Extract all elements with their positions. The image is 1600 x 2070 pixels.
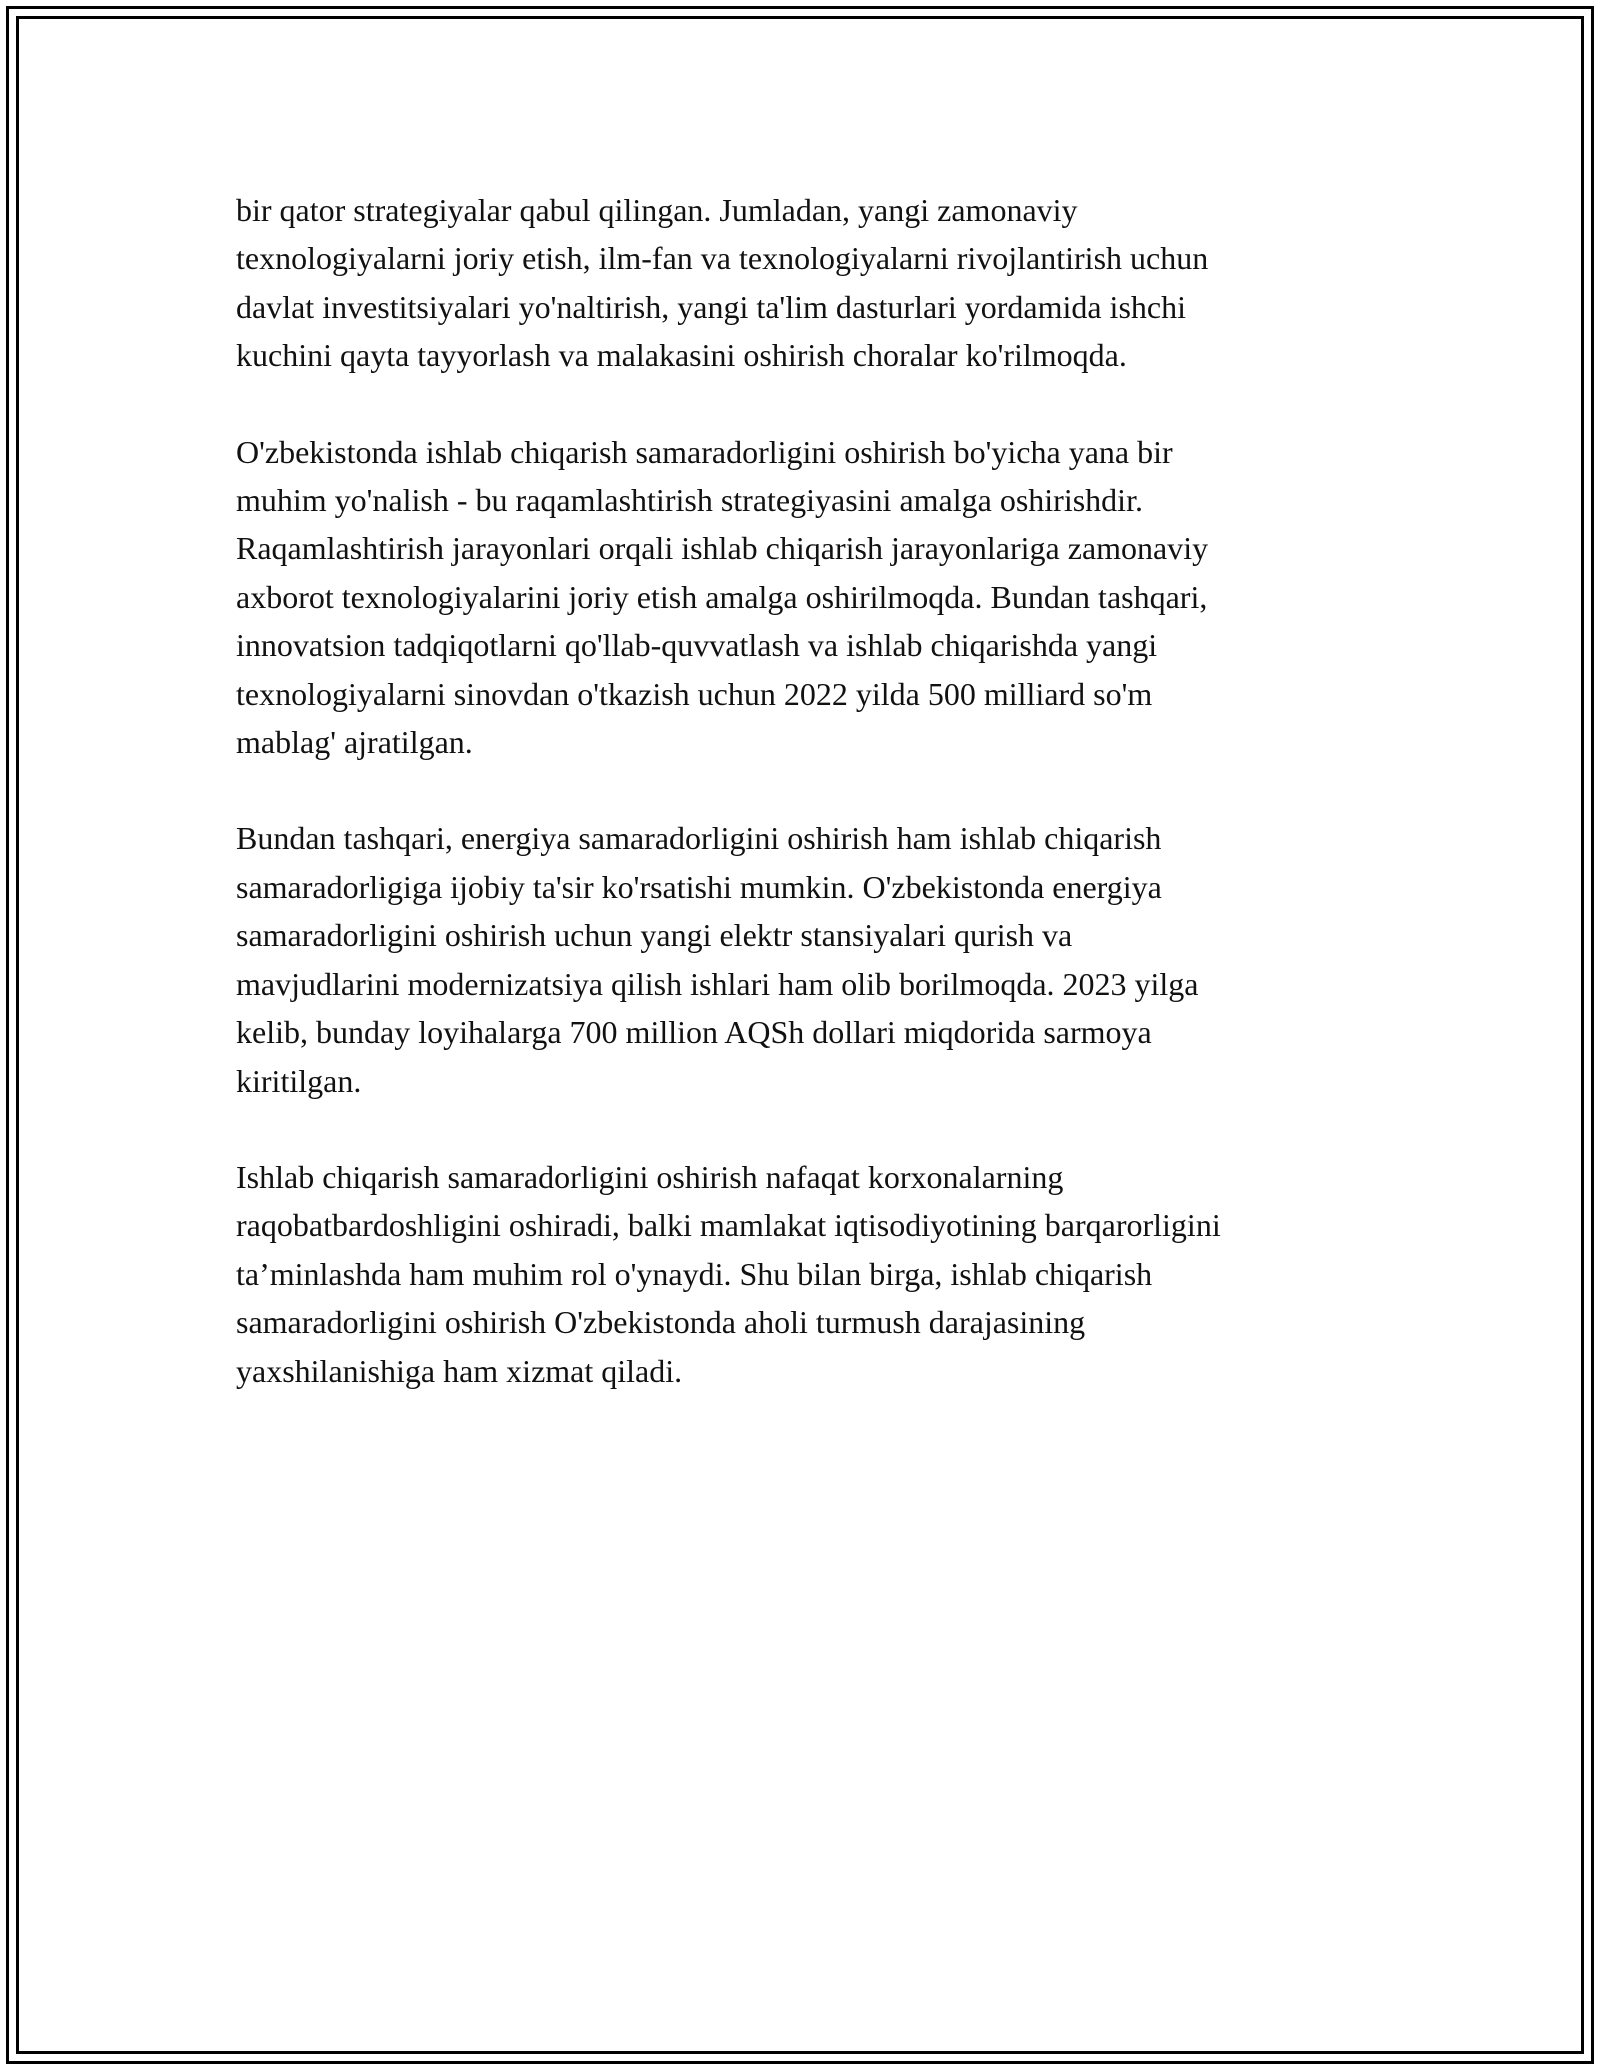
text-line: innovatsion tadqiqotlarni qo'llab-quvvatlash va ishlab chiqarishda yangi [236, 627, 1158, 664]
text-line: kiritilgan. [236, 1062, 362, 1099]
document-body [236, 186, 1386, 1443]
text-line: samaradorligini oshirish uchun yangi elektr stansiyalari qurish va [236, 917, 1073, 954]
text-line: samaradorligini oshirish O'zbekistonda aholi turmush darajasining [236, 1304, 1086, 1341]
text-line: texnologiyalarni joriy etish, ilm-fan va texnologiyalarni rivojlantirish uchun [236, 240, 1209, 277]
text-line: samaradorligiga ijobiy ta'sir ko'rsatishi mumkin. O'zbekistonda energiya [236, 868, 1162, 905]
text-line: Bundan tashqari, energiya samaradorligini oshirish ham ishlab chiqarish [236, 820, 1162, 857]
text-line: raqobatbardoshligini oshiradi, balki mamlakat iqtisodiyotining barqarorligini [236, 1207, 1221, 1244]
text-line: davlat investitsiyalari yo'naltirish, yangi ta'lim dasturlari yordamida ishchi [236, 288, 1186, 325]
text-line: yaxshilanishiga ham xizmat qiladi. [236, 1352, 683, 1389]
paragraph-1 [236, 186, 1386, 380]
text-line: Ishlab chiqarish samaradorligini oshirish nafaqat korxonalarning [236, 1158, 1064, 1195]
paragraph-2 [236, 428, 1386, 767]
text-line: mavjudlarini modernizatsiya qilish ishlari ham olib borilmoqda. 2023 yilga [236, 965, 1199, 1002]
text-line: axborot texnologiyalarini joriy etish amalga oshirilmoqda. Bundan tashqari, [236, 578, 1208, 615]
text-line: Raqamlashtirish jarayonlari orqali ishlab chiqarish jarayonlariga zamonaviy [236, 530, 1209, 567]
text-line: O'zbekistonda ishlab chiqarish samaradorligini oshirish bo'yicha yana bir [236, 433, 1173, 470]
text-line: kelib, bunday loyihalarga 700 million AQSh dollari miqdorida sarmoya [236, 1014, 1152, 1051]
text-line: kuchini qayta tayyorlash va malakasini oshirish choralar ko'rilmoqda. [236, 337, 1127, 374]
text-line: bir qator strategiyalar qabul qilingan. Jumladan, yangi zamonaviy [236, 192, 1078, 228]
text-line: mablag' ajratilgan. [236, 724, 473, 761]
paragraph-4 [236, 1153, 1386, 1395]
text-line: texnologiyalarni sinovdan o'tkazish uchun 2022 yilda 500 milliard so'm [236, 675, 1153, 712]
text-line: ta’minlashda ham muhim rol o'ynaydi. Shu bilan birga, ishlab chiqarish [236, 1255, 1153, 1292]
paragraph-3 [236, 814, 1386, 1104]
text-line: muhim yo'nalish - bu raqamlashtirish strategiyasini amalga oshirishdir. [236, 482, 1143, 519]
